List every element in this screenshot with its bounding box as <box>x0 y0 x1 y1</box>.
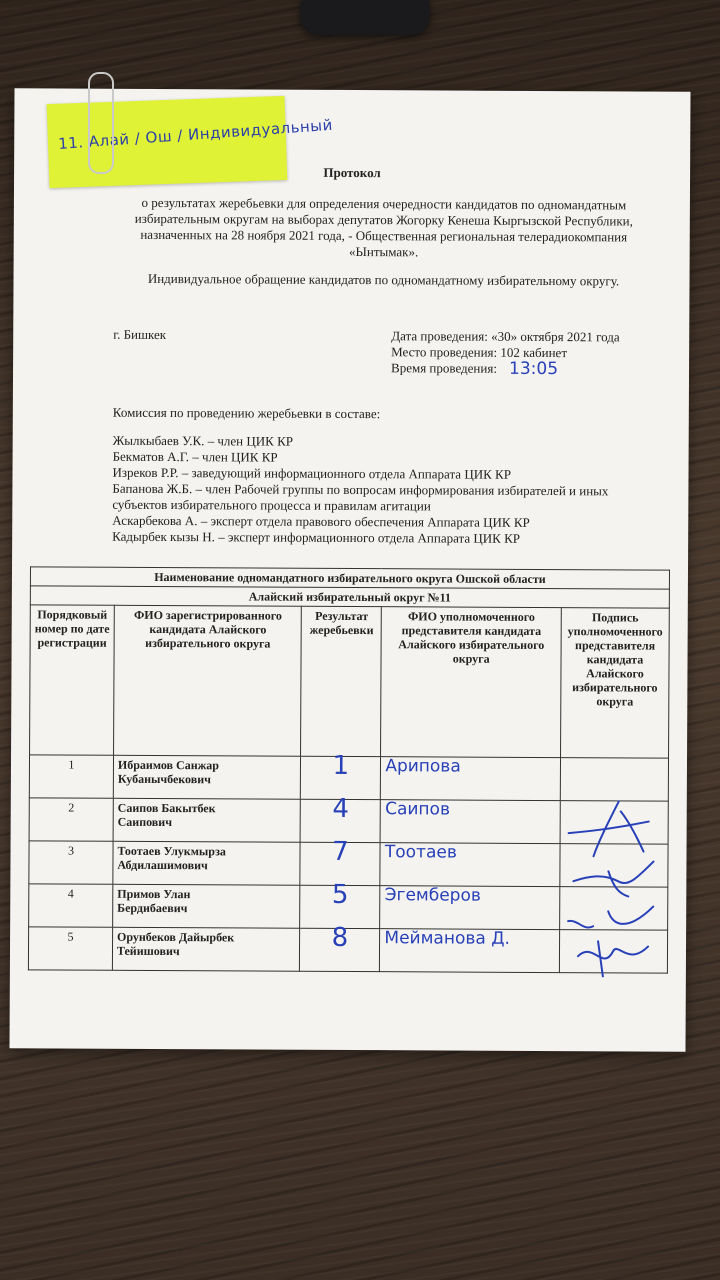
signature-row-5 <box>578 941 648 976</box>
representative-name: Арипова <box>385 756 461 777</box>
draw-result: 8 <box>331 922 349 953</box>
column-header-signature: Подпись уполномоченного представителя кандидата Алайского избирательного округа <box>561 608 670 759</box>
commission-member: субъектов избирательного процесса и правилам агитации <box>112 496 431 514</box>
commission-member: Бекматов А.Г. – член ЦИК КР <box>112 448 278 465</box>
candidate-surname: Тоотаев Улукмырза <box>117 843 226 859</box>
candidate-patronymic: Абдилашимович <box>117 857 208 873</box>
subtitle-line-2: избирательным округам на выборах депутатов Жогорку Кенеша Кыргызской Республики, <box>134 210 633 229</box>
candidate-surname: Примов Улан <box>117 886 191 902</box>
candidate-surname: Саипов Бакытбек <box>117 800 216 816</box>
column-header-result: Результат жеребьевки <box>301 606 382 756</box>
representative-name: Тоотаев <box>384 842 457 863</box>
representative-name: Эгемберов <box>384 885 481 906</box>
candidate-name <box>112 927 300 971</box>
subtitle-line-4: «Ынтымак». <box>349 243 419 260</box>
signature-row-2 <box>569 801 649 856</box>
candidate-patronymic: Бердибаевич <box>117 900 188 916</box>
column-header-candidate: ФИО зарегистрированного кандидата Алайского избирательного округа <box>113 605 301 756</box>
draw-result: 4 <box>332 793 349 824</box>
candidate-patronymic: Тейишович <box>116 943 180 959</box>
commission-member: Изреков Р.Р. – заведующий информационного отдела Аппарата ЦИК КР <box>112 464 511 482</box>
place-label: Место проведения: 102 кабинет <box>391 344 568 361</box>
candidate-surname: Орунбеков Дайырбек <box>116 929 235 945</box>
candidate-name <box>113 841 301 885</box>
signature-row-3 <box>573 861 653 896</box>
date-label: Дата проведения: «30» октября 2021 года <box>391 328 620 345</box>
column-header-representative: ФИО уполномоченного представителя кандидата Алайского избирательного округа <box>381 607 561 758</box>
district-title: Алайский избирательный округ №11 <box>30 586 669 608</box>
draw-result: 7 <box>332 836 349 867</box>
handwritten-time: 13:05 <box>509 358 559 380</box>
candidate-name <box>113 755 301 799</box>
row-number: 2 <box>29 798 113 841</box>
time-label: Время проведения: <box>391 360 498 376</box>
subtitle-line-3: назначенных на 28 ноября 2021 года, - Общественная региональная телерадиокомпания <box>140 226 628 245</box>
draw-result: 5 <box>331 879 349 910</box>
candidate-surname: Ибраимов Санжар <box>117 757 220 773</box>
paper-clip-icon <box>88 72 114 174</box>
signatures-image <box>558 781 669 982</box>
candidate-patronymic: Кубанычбекович <box>117 771 211 787</box>
protocol-sheet <box>9 88 690 1052</box>
commission-intro: Комиссия по проведению жеребьевки в составе: <box>112 404 381 422</box>
commission-member: Жылкыбаев У.К. – член ЦИК КР <box>112 432 294 449</box>
commission-member: Аскарбекова А. – эксперт отдела правового обеспечения Аппарата ЦИК КР <box>112 512 530 530</box>
phone-device <box>300 0 430 35</box>
row-number: 4 <box>29 884 113 927</box>
candidate-name <box>113 798 301 842</box>
city-label: г. Бишкек <box>113 326 167 343</box>
representative-name: Мейманова Д. <box>384 928 510 949</box>
column-header-number: Порядковый номер по дате регистрации <box>30 605 115 755</box>
candidate-patronymic: Саипович <box>117 814 173 830</box>
region-title: Наименование одномандатного избирательного округа Ошской области <box>30 567 669 589</box>
appeal-text: Индивидуальное обращение кандидатов по одномандатному избирательному округу. <box>147 270 620 289</box>
document-title: Протокол <box>323 164 381 181</box>
commission-member: Бапанова Ж.Б. – член Рабочей группы по вопросам информирования избирателей и иных <box>112 480 609 499</box>
draw-result: 1 <box>332 750 350 781</box>
row-number: 5 <box>28 927 112 970</box>
row-number: 3 <box>29 841 113 884</box>
candidate-name <box>113 884 301 928</box>
subtitle-line-1: о результатах жеребьевки для определения очередности кандидатов по одномандатным <box>141 194 627 213</box>
row-number: 1 <box>29 755 113 798</box>
representative-name: Саипов <box>385 799 451 820</box>
sticky-note-text: 11. Алай / Ош / Индивидуальный <box>57 115 334 154</box>
commission-member: Кадырбек кызы Н. – эксперт информационного отдела Аппарата ЦИК КР <box>112 528 521 546</box>
signature-row-4 <box>568 906 653 928</box>
